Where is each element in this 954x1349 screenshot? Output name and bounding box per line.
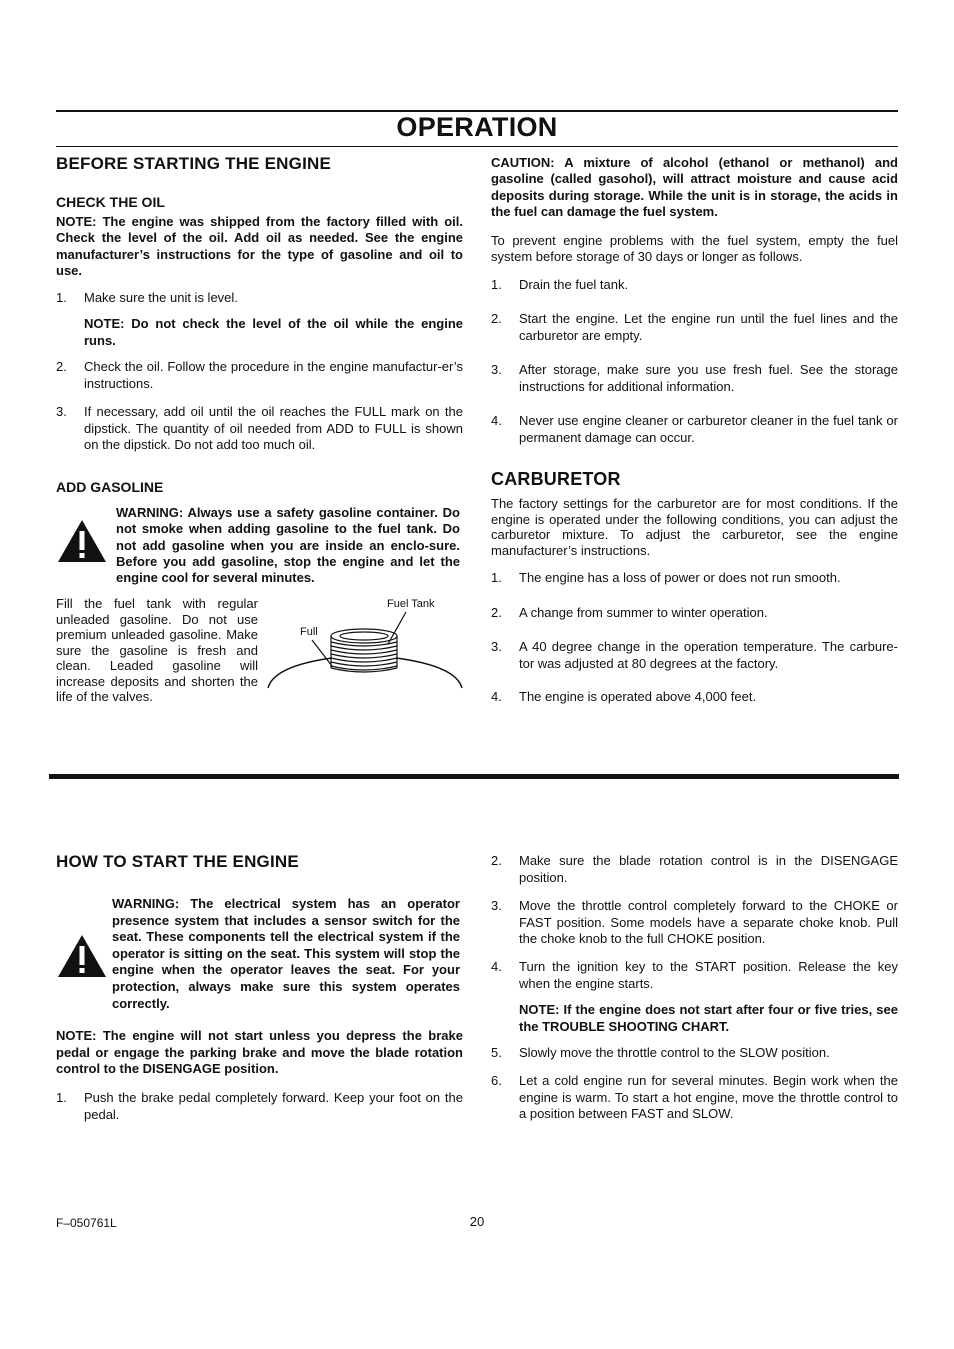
list-text: Make sure the blade rotation control is in the DISENGAGE position. (519, 853, 898, 885)
list-item (491, 959, 898, 993)
page-title: OPERATION (396, 112, 558, 142)
list-text: Let a cold engine run for several minutes. Begin work when the engine is warm. To start a hot engine, move the throttle control to a position between FAST and SLOW. (519, 1073, 898, 1121)
list-text: Turn the ignition key to the START position. Release the key when the engine starts. (519, 959, 898, 991)
list-text: The engine is operated above 4,000 feet. (519, 689, 757, 704)
list-number: 4. (491, 959, 502, 974)
list-number: 5. (491, 1045, 502, 1060)
section-heading-before-starting: BEFORE STARTING THE ENGINE (56, 154, 332, 173)
list-item (491, 413, 898, 447)
title-underline (56, 146, 898, 147)
list-number: 1. (491, 277, 502, 292)
page-number: 20 (469, 1214, 485, 1229)
gasoline-warning: WARNING: Always use a safety gasoline container. Do not smoke when adding gasoline to the fuel tank. Do not add gasoline when you are inside an enclo-sure. Before you add gasoline, stop the engine and let the engine cool for several minutes. (116, 505, 460, 586)
list-text: A 40 degree change in the operation temperature. The carbure-tor was adjusted at 80 degrees at the factory. (519, 639, 898, 671)
document-code: F–050761L (56, 1216, 117, 1230)
section-separator (49, 774, 899, 779)
list-item (56, 290, 463, 307)
list-number: 4. (491, 689, 502, 704)
list-text: NOTE: Do not check the level of the oil while the engine runs. (84, 316, 463, 348)
label-full: Full (300, 626, 318, 638)
list-item-note (491, 1002, 898, 1036)
list-number: 3. (56, 404, 67, 419)
electrical-warning: WARNING: The electrical system has an operator presence system that includes a sensor switch for the seat. These components tell the electrical system if the operator is sitting on the seat. This system will stop the engine when the operator leaves the seat. For your protection, always make sure this system operates correctly. (112, 896, 460, 1011)
list-text: Check the oil. Follow the procedure in the engine manufactur-er’s instructions. (84, 359, 463, 391)
list-text: Never use engine cleaner or carburetor cleaner in the fuel tank or permanent damage can occur. (519, 413, 898, 445)
warning-triangle-icon (57, 934, 107, 978)
list-number: 4. (491, 413, 502, 428)
list-text: If necessary, add oil until the oil reaches the FULL mark on the dipstick. The quantity of oil needed from ADD to FULL is shown on the dipstick. Do not add too much oil. (84, 404, 463, 452)
list-item (491, 362, 898, 396)
storage-intro: To prevent engine problems with the fuel system, empty the fuel system before storage of 30 days or longer as follows. (491, 233, 898, 265)
list-text: Move the throttle control completely forward to the CHOKE or FAST position. Some models have a separate choke knob. Pull the choke knob to the full CHOKE position. (519, 898, 898, 946)
list-item (56, 404, 463, 454)
list-number: 3. (491, 362, 502, 377)
list-item (491, 311, 898, 345)
list-text: The engine has a loss of power or does not run smooth. (519, 570, 841, 585)
list-text: Start the engine. Let the engine run until the fuel lines and the carburetor are empty. (519, 311, 898, 343)
warning-triangle-icon (57, 519, 107, 563)
start-engine-note: NOTE: The engine will not start unless you depress the brake pedal or engage the parking brake and move the blade rotation control to the DISENGAGE position. (56, 1028, 463, 1077)
section-heading-carburetor: CARBURETOR (491, 469, 621, 489)
list-item (491, 605, 898, 622)
list-text: Make sure the unit is level. (84, 290, 238, 305)
list-number: 1. (56, 1090, 67, 1105)
list-item-note (56, 316, 463, 350)
subheading-add-gasoline: ADD GASOLINE (56, 479, 164, 495)
list-number: 2. (56, 359, 67, 374)
list-number: 2. (491, 853, 502, 868)
list-item (491, 898, 898, 948)
caution-gasohol: CAUTION: A mixture of alcohol (ethanol or methanol) and gasoline (called gasohol), will attract moisture and cause acid deposits during storage. While the unit is in storage, the acids in the fuel can damage the fuel system. (491, 155, 898, 219)
subheading-check-oil: CHECK THE OIL (56, 194, 165, 210)
list-item (56, 1090, 463, 1124)
gasoline-body: Fill the fuel tank with regular unleaded gasoline. Do not use premium unleaded gasoline. Make sure the gasoline is fresh and clean. Leaded gasoline will increase deposits and shorten the life of the valves. (56, 596, 258, 704)
list-item (56, 359, 463, 393)
list-item (491, 277, 898, 294)
list-text: After storage, make sure you use fresh fuel. See the storage instructions for additional information. (519, 362, 898, 394)
list-text: A change from summer to winter operation. (519, 605, 768, 620)
list-item (491, 570, 898, 587)
list-item (491, 639, 898, 673)
list-number: 3. (491, 639, 502, 654)
list-item (491, 689, 898, 706)
list-text: NOTE: If the engine does not start after four or five tries, see the TROUBLE SHOOTING CHART. (519, 1002, 898, 1034)
carburetor-intro: The factory settings for the carburetor are for most conditions. If the engine is operated under the following conditions, you can adjust the carburetor mixture. To adjust the carburetor, see the engine manufacturer’s instructions. (491, 496, 898, 558)
list-text: Slowly move the throttle control to the SLOW position. (519, 1045, 830, 1060)
list-number: 6. (491, 1073, 502, 1088)
list-text: Drain the fuel tank. (519, 277, 629, 292)
fuel-tank-drawing (266, 592, 464, 692)
fuel-tank-figure (266, 592, 464, 692)
list-number: 2. (491, 605, 502, 620)
section-heading-how-to-start: HOW TO START THE ENGINE (56, 852, 299, 871)
list-number: 2. (491, 311, 502, 326)
list-number: 1. (491, 570, 502, 585)
list-item (491, 1045, 898, 1062)
list-item (491, 1073, 898, 1123)
list-item (491, 853, 898, 887)
list-number: 1. (56, 290, 67, 305)
label-fuel-tank: Fuel Tank (387, 598, 435, 610)
list-number: 3. (491, 898, 502, 913)
check-oil-note: NOTE: The engine was shipped from the factory filled with oil. Check the level of the oil. Add oil as needed. See the engine manufacturer’s instructions for the type of gasoline and oil to use. (56, 214, 463, 278)
list-text: Push the brake pedal completely forward. Keep your foot on the pedal. (84, 1090, 463, 1122)
